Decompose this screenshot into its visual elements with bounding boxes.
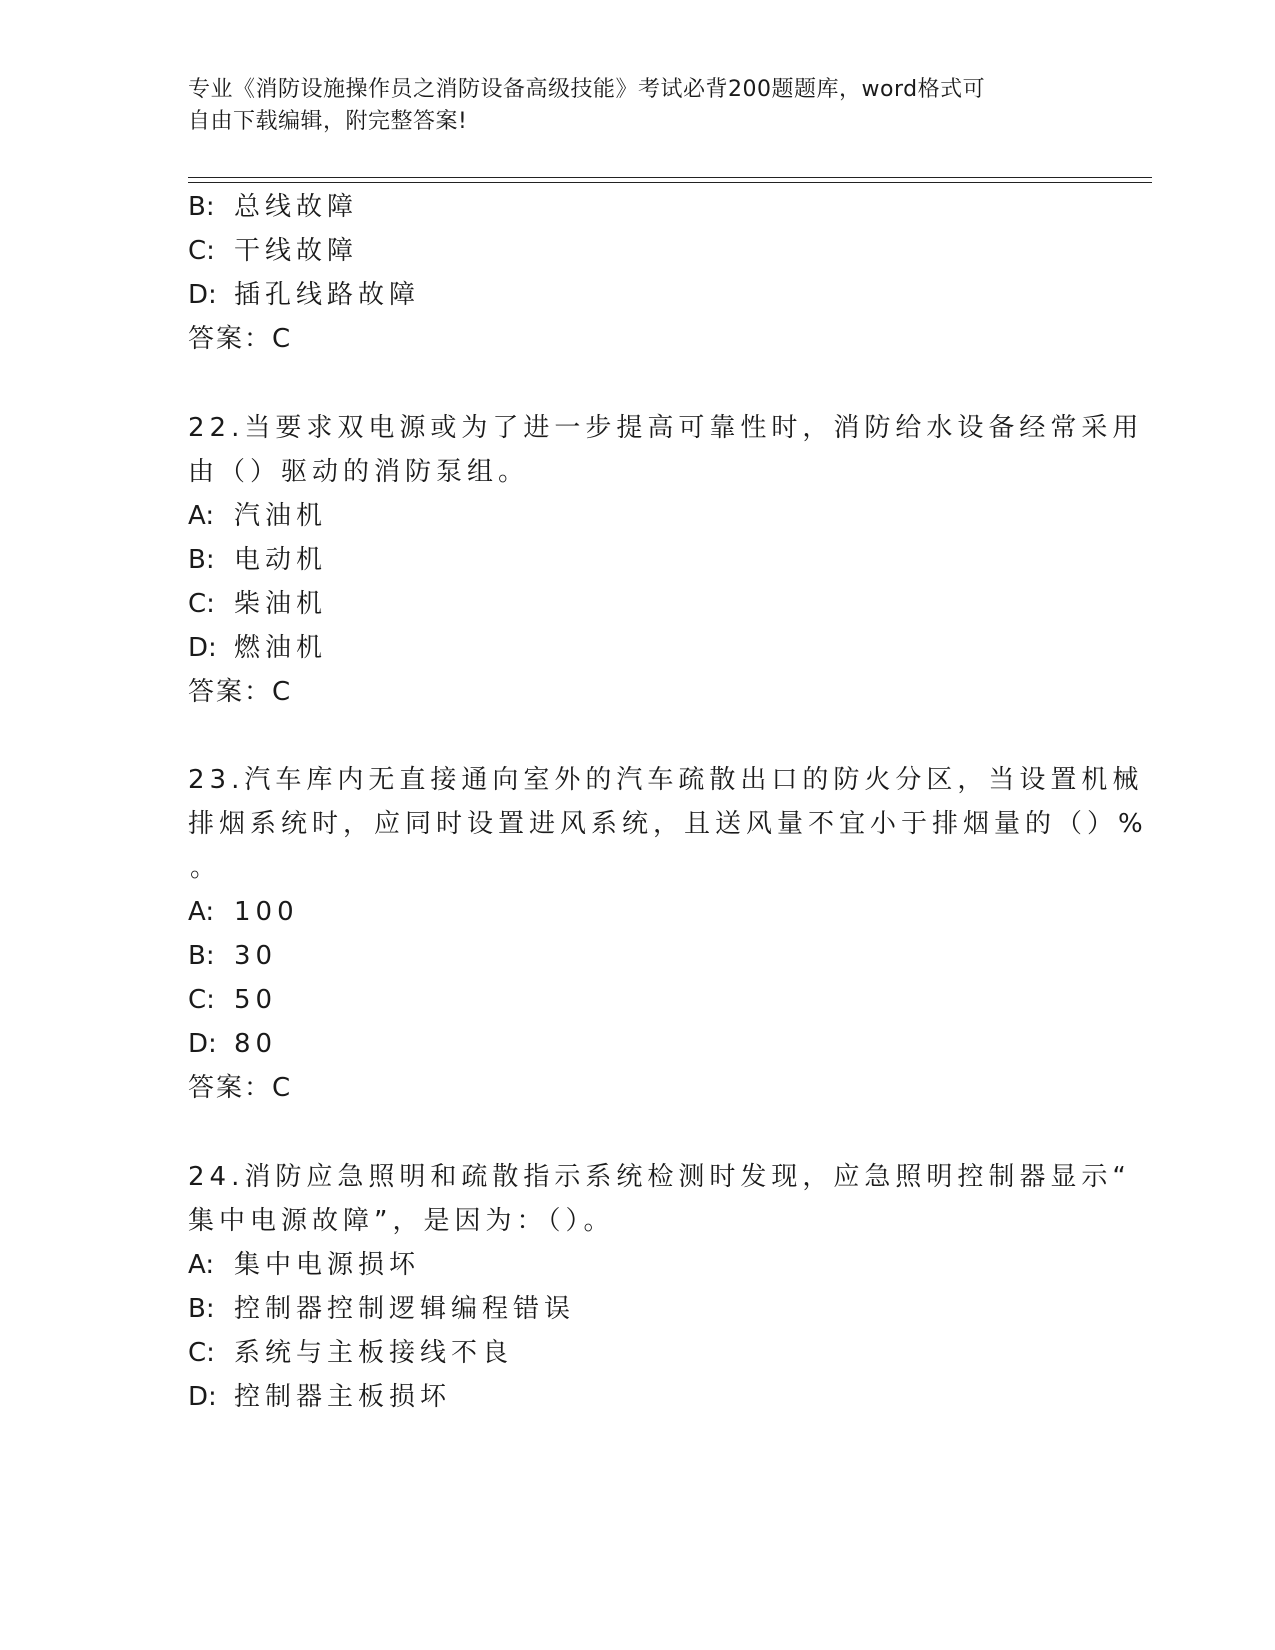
q22-option-c: [188, 587, 327, 621]
option-text: 燃油机: [234, 633, 328, 663]
header-rule-bottom: [188, 182, 1152, 183]
q21-answer: 答案：C: [188, 324, 293, 354]
option-text: 系统与主板接线不良: [234, 1338, 514, 1368]
option-text: 电动机: [234, 545, 328, 575]
q24-option-c: [188, 1336, 513, 1370]
q22-answer: 答案：C: [188, 677, 293, 707]
option-text: 100: [234, 897, 299, 927]
q23-option-a: [188, 895, 299, 929]
q23-option-c: [188, 983, 277, 1017]
option-letter: B:: [188, 545, 215, 575]
option-letter: A:: [188, 1250, 215, 1280]
option-text: 集中电源损坏: [234, 1250, 421, 1280]
option-text: 总线故障: [234, 192, 359, 222]
option-text: 插孔线路故障: [234, 280, 421, 310]
q21-option-b: [188, 190, 358, 224]
option-letter: A:: [188, 501, 215, 531]
option-text: 控制器主板损坏: [234, 1382, 452, 1412]
q21-option-d: [188, 278, 420, 312]
option-text: 柴油机: [234, 589, 328, 619]
option-text: 汽油机: [234, 501, 328, 531]
header-line-1: 专业《消防设施操作员之消防设备高级技能》考试必背200题题库，word格式可: [188, 77, 986, 102]
q23-option-b: [188, 939, 277, 973]
option-letter: C:: [188, 985, 215, 1015]
option-letter: D:: [188, 280, 217, 310]
option-text: 50: [234, 985, 278, 1015]
header-line-2: 自由下载编辑，附完整答案!: [188, 109, 468, 134]
option-letter: D:: [188, 1029, 217, 1059]
q23-stem-line-1: 23.汽车库内无直接通向室外的汽车疏散出口的防火分区，当设置机械: [188, 765, 1144, 795]
q22-option-d: [188, 631, 327, 665]
q22-option-b: [188, 543, 327, 577]
option-letter: A:: [188, 897, 215, 927]
q21-option-c: [188, 234, 358, 268]
q22-stem-line-1: 22.当要求双电源或为了进一步提高可靠性时，消防给水设备经常采用: [188, 413, 1144, 443]
option-letter: C:: [188, 589, 215, 619]
q24-option-d: [188, 1380, 451, 1414]
q23-stem-line-2: 排烟系统时，应同时设置进风系统，且送风量不宜小于排烟量的（）%: [188, 809, 1148, 839]
option-letter: C:: [188, 1338, 215, 1368]
option-letter: C:: [188, 236, 215, 266]
option-letter: B:: [188, 941, 215, 971]
option-letter: D:: [188, 633, 217, 663]
q24-stem-line-2: 集中电源故障”，是因为：（）。: [188, 1206, 615, 1236]
option-text: 干线故障: [234, 236, 359, 266]
q23-stem-line-3: 。: [190, 853, 217, 883]
q23-answer: 答案：C: [188, 1073, 293, 1103]
q24-stem-line-1: 24.消防应急照明和疏散指示系统检测时发现，应急照明控制器显示“: [188, 1162, 1131, 1192]
option-text: 80: [234, 1029, 278, 1059]
q24-option-b: [188, 1292, 575, 1326]
q23-option-d: [188, 1027, 277, 1061]
option-text: 控制器控制逻辑编程错误: [234, 1294, 576, 1324]
option-letter: B:: [188, 192, 215, 222]
q22-stem-line-2: 由（）驱动的消防泵组。: [188, 457, 530, 487]
q24-option-a: [188, 1248, 420, 1282]
option-text: 30: [234, 941, 278, 971]
option-letter: D:: [188, 1382, 217, 1412]
header-rule-top: [188, 177, 1152, 178]
option-letter: B:: [188, 1294, 215, 1324]
q22-option-a: [188, 499, 327, 533]
document-header: [188, 74, 1088, 138]
